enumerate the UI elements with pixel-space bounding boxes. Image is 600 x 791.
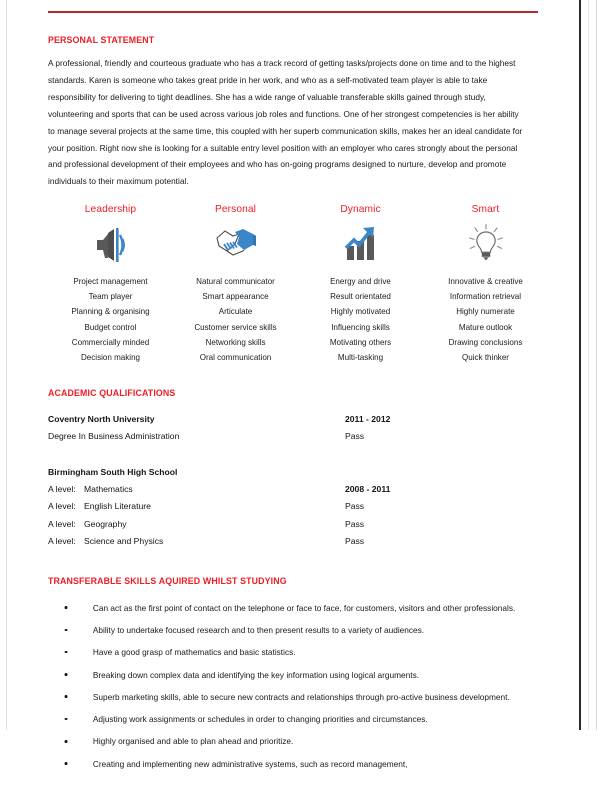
list-item	[48, 686, 536, 708]
skill-item: Energy and drive	[330, 276, 391, 287]
course-name: Degree In Business Administration	[48, 431, 180, 442]
skill-item: Smart appearance	[202, 291, 269, 302]
course-name	[48, 481, 345, 498]
skill-item: Motivating others	[329, 336, 392, 347]
skill-column-personal	[173, 204, 298, 365]
page-right-border-secondary	[588, 0, 589, 730]
list-item-text: Creating and implementing new administrative systems, such as record management,	[92, 758, 408, 769]
skill-item: Networking skills	[205, 336, 266, 347]
bullet-dot-icon	[65, 606, 68, 609]
list-item-text: Can act as the first point of contact on the telephone or face to face, for customers, visitors and other professionals.	[92, 602, 516, 613]
skill-item: Innovative & creative	[448, 276, 523, 287]
skill-items-list	[423, 274, 548, 365]
qualification-label: A level:	[48, 536, 76, 547]
skill-column-title: Dynamic	[340, 204, 381, 216]
education-entry-university	[48, 411, 548, 446]
course-name	[48, 533, 345, 550]
skill-item: Result orientated	[330, 291, 391, 302]
course-dates: 2008 - 2011	[345, 484, 391, 495]
education-row	[48, 464, 548, 481]
institution-dates: 2011 - 2012	[345, 413, 391, 424]
skill-item: Influencing skills	[331, 321, 390, 332]
header-divider-rule	[48, 11, 538, 13]
qualification-label: A level:	[48, 501, 76, 512]
list-item-text: Superb marketing skills, able to secure new contracts and relationships through pro-active business development.	[92, 691, 510, 702]
page-outer-edge	[596, 0, 597, 730]
skill-column-smart	[423, 204, 548, 365]
skill-column-title: Smart	[471, 204, 500, 216]
list-item-text: Ability to undertake focused research and to then present results to a variety of audiences.	[92, 624, 425, 635]
skill-item: Team player	[88, 291, 133, 302]
list-item-text: Breaking down complex data and identifying the key information using logical arguments.	[92, 669, 420, 680]
section-heading-academic-qualifications: ACADEMIC QUALIFICATIONS	[48, 386, 176, 398]
qualification-label: A level:	[48, 484, 76, 495]
course-result: Pass	[345, 501, 365, 512]
list-item-text: Adjusting work assignments or schedules in order to changing priorities and circumstances.	[92, 714, 428, 725]
skill-item: Planning & organising	[71, 306, 150, 317]
skill-item: Mature outlook	[458, 321, 513, 332]
course-result: Pass	[345, 518, 365, 529]
list-item	[48, 753, 536, 775]
course-title: Science and Physics	[84, 536, 164, 547]
skill-item: Customer service skills	[194, 321, 277, 332]
skills-grid	[48, 204, 548, 365]
bullet-dot-icon	[65, 762, 68, 765]
bullet-dot-icon	[65, 695, 68, 698]
skill-item: Highly numerate	[456, 306, 515, 317]
bullet-dot-icon	[65, 673, 68, 676]
skill-item: Project management	[73, 276, 148, 287]
list-item	[48, 597, 536, 619]
institution-name: Birmingham South High School	[48, 466, 178, 477]
course-result: Pass	[345, 431, 365, 442]
resume-content	[48, 0, 548, 791]
education-row	[48, 481, 548, 498]
list-item	[48, 730, 536, 752]
bullet-dot-icon	[65, 740, 68, 743]
section-heading-personal-statement: PERSONAL STATEMENT	[48, 34, 155, 45]
education-row	[48, 516, 548, 533]
course-result: Pass	[345, 536, 365, 547]
course-title: English Literature	[84, 501, 151, 512]
skill-column-leadership	[48, 204, 173, 365]
skill-column-dynamic	[298, 204, 423, 365]
skill-items-list	[48, 274, 173, 365]
lightbulb-icon	[423, 220, 548, 268]
course-title: Geography	[84, 518, 127, 529]
skill-item: Quick thinker	[462, 351, 509, 362]
course-title: Mathematics	[84, 484, 133, 495]
section-heading-transferable-skills: TRANSFERABLE SKILLS AQUIRED WHILST STUDYING	[48, 574, 287, 586]
personal-statement-body: A professional, friendly and courteous graduate who has a track record of getting tasks/projects done on time and to the highest standards. Karen is someone who takes great pride in her work, and who as a self-motivated team player is able to take responsibility for delivering to tight deadlines. She has a wide range of valuable transferable skills gained through study, volunteering and sports that can be used across various job roles and functions. One of her strongest competencies is her ability to manage several projects at the same time, this coupled with her superb communication skills, makes her an ideal candidate for your position. Right now she is looking for a suitable entry level position with an employer who cares strongly about the personal and professional development of their employees and who has on-going programs designed to nurture, develop and promote individuals to their maximum potential.	[48, 58, 523, 187]
skill-items-list	[173, 274, 298, 365]
education-row	[48, 411, 548, 428]
skill-item: Information retrieval	[449, 291, 522, 302]
skill-column-title: Personal	[214, 204, 256, 216]
list-item-text: Highly organised and able to plan ahead and prioritize.	[92, 736, 294, 747]
skill-item: Commercially minded	[71, 336, 150, 347]
bullet-dot-icon	[65, 629, 68, 632]
bullet-dot-icon	[65, 718, 68, 721]
list-item	[48, 708, 536, 730]
institution-name: Coventry North University	[48, 413, 155, 424]
skill-item: Articulate	[218, 306, 253, 317]
page-left-border	[6, 0, 7, 730]
skill-column-title: Leadership	[84, 204, 137, 216]
list-item	[48, 619, 536, 641]
qualification-label: A level:	[48, 518, 76, 529]
skill-item: Multi-tasking	[337, 351, 384, 362]
education-row	[48, 428, 548, 445]
list-item-text: Have a good grasp of mathematics and basic statistics.	[92, 647, 296, 658]
education-row	[48, 533, 548, 550]
growth-chart-icon	[298, 220, 423, 268]
page-right-border	[579, 0, 581, 730]
megaphone-icon	[48, 220, 173, 268]
bullet-dot-icon	[65, 651, 68, 654]
course-name	[48, 498, 345, 515]
transferable-skills-list	[48, 597, 548, 775]
skill-item: Highly motivated	[330, 306, 391, 317]
skill-item: Natural communicator	[196, 276, 275, 287]
education-entry-high-school	[48, 464, 548, 551]
handshake-icon	[173, 220, 298, 268]
skill-item: Decision making	[80, 351, 141, 362]
course-name	[48, 516, 345, 533]
skill-item: Oral communication	[199, 351, 272, 362]
skill-item: Drawing conclusions	[448, 336, 523, 347]
list-item	[48, 664, 536, 686]
skill-item: Budget control	[84, 321, 137, 332]
skill-items-list	[298, 274, 423, 365]
education-row	[48, 498, 548, 515]
list-item	[48, 641, 536, 663]
